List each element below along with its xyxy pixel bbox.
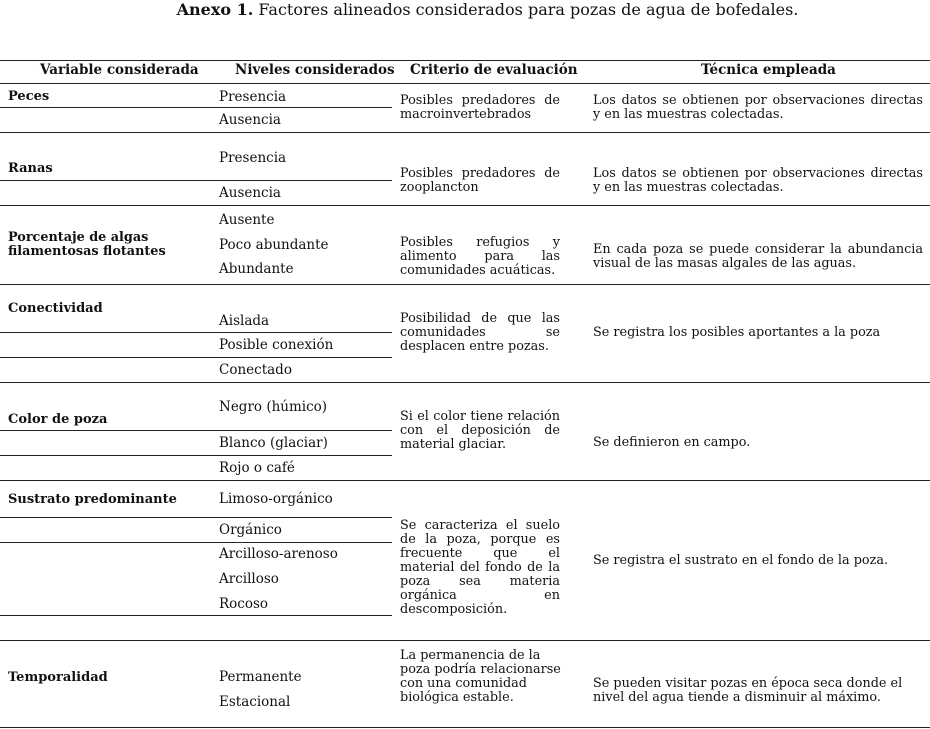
- row-conect-level-2: Posible conexión: [219, 337, 334, 353]
- row-temp-level-1: Permanente: [219, 669, 302, 685]
- row-conect-level-1: Aislada: [219, 313, 270, 329]
- rule-sustrato-1: [0, 517, 392, 518]
- rule-ranas-end: [0, 205, 930, 206]
- rule-peces-levels: [0, 107, 392, 108]
- row-algas-level-2: Poco abundante: [219, 237, 329, 253]
- caption-prefix: Anexo 1.: [176, 0, 254, 19]
- rule-table-bottom: [0, 727, 930, 728]
- row-ranas-variable: Ranas: [8, 161, 53, 176]
- row-color-level-1: Negro (húmico): [219, 399, 328, 415]
- row-color-level-2: Blanco (glaciar): [219, 435, 328, 451]
- row-peces-technique: Los datos se obtienen por observaciones directas y en las muestras colectadas.: [593, 93, 923, 122]
- rule-peces-end: [0, 132, 930, 133]
- rule-color-1: [0, 430, 392, 431]
- row-algas-criterion: Posibles refugios y alimento para las comunidades acuáticas.: [400, 235, 560, 278]
- row-temp-level-2: Estacional: [219, 694, 291, 710]
- rule-conect-end: [0, 382, 930, 383]
- row-algas-level-3: Abundante: [219, 261, 294, 277]
- header-technique: Técnica empleada: [701, 62, 836, 78]
- row-conect-variable: Conectividad: [8, 301, 103, 316]
- rule-header-bottom: [0, 83, 930, 84]
- row-conect-level-3: Conectado: [219, 362, 292, 378]
- rule-sustrato-end: [0, 640, 930, 641]
- row-sustrato-level-2: Orgánico: [219, 522, 282, 538]
- row-peces-level-2: Ausencia: [219, 112, 281, 128]
- row-ranas-criterion: Posibles predadores de zooplancton: [400, 166, 560, 195]
- row-sustrato-level-1: Limoso-orgánico: [219, 491, 333, 507]
- rule-ranas-levels: [0, 180, 392, 181]
- table-caption: [0, 0, 930, 19]
- row-color-level-3: Rojo o café: [219, 460, 295, 476]
- header-variable: Variable considerada: [40, 62, 199, 78]
- row-conect-criterion: Posibilidad de que las comunidades se desplacen entre pozas.: [400, 311, 560, 354]
- row-sustrato-level-5: Rocoso: [219, 596, 269, 612]
- rule-conect-2: [0, 357, 392, 358]
- row-sustrato-level-3: Arcilloso-arenoso: [219, 546, 338, 562]
- rule-color-end: [0, 480, 930, 481]
- header-criterion: Criterio de evaluación: [410, 62, 578, 78]
- row-temp-variable: Temporalidad: [8, 670, 108, 685]
- row-algas-level-1: Ausente: [219, 212, 275, 228]
- row-peces-variable: Peces: [8, 89, 50, 104]
- rule-algas-end: [0, 284, 930, 285]
- caption-text: Factores alineados considerados para pozas de agua de bofedales.: [258, 0, 799, 19]
- row-ranas-level-1: Presencia: [219, 150, 287, 166]
- row-ranas-level-2: Ausencia: [219, 185, 281, 201]
- row-algas-technique: En cada poza se puede considerar la abundancia visual de las masas algales de las aguas.: [593, 242, 923, 271]
- rule-color-2: [0, 455, 392, 456]
- row-temp-criterion: La permanencia de la poza podría relacionarse con una comunidad biológica estable.: [400, 648, 561, 705]
- rule-header-top: [0, 60, 930, 61]
- row-algas-variable: Porcentaje de algas filamentosas flotantes: [8, 230, 166, 259]
- row-sustrato-criterion: Se caracteriza el suelo de la poza, porque es frecuente que el material del fondo de la poza sea materia orgánica en descomposición.: [400, 518, 560, 617]
- row-peces-criterion: Posibles predadores de macroinvertebrados: [400, 93, 560, 122]
- row-temp-technique: Se pueden visitar pozas en época seca donde el nivel del agua tiende a disminuir al máximo.: [593, 676, 903, 705]
- row-sustrato-variable: Sustrato predominante: [8, 492, 177, 507]
- row-color-technique: Se definieron en campo.: [593, 435, 751, 450]
- row-color-criterion: Si el color tiene relación con el deposición de material glaciar.: [400, 409, 560, 452]
- rule-sustrato-3: [0, 615, 392, 616]
- row-sustrato-level-4: Arcilloso: [219, 571, 279, 587]
- row-sustrato-technique: Se registra el sustrato en el fondo de la poza.: [593, 553, 889, 568]
- header-levels: Niveles considerados: [235, 62, 395, 78]
- row-conect-technique: Se registra los posibles aportantes a la poza: [593, 325, 881, 340]
- row-peces-level-1: Presencia: [219, 89, 287, 105]
- rule-sustrato-2: [0, 542, 392, 543]
- rule-conect-1: [0, 332, 392, 333]
- row-color-variable: Color de poza: [8, 412, 108, 427]
- row-ranas-technique: Los datos se obtienen por observaciones directas y en las muestras colectadas.: [593, 166, 923, 195]
